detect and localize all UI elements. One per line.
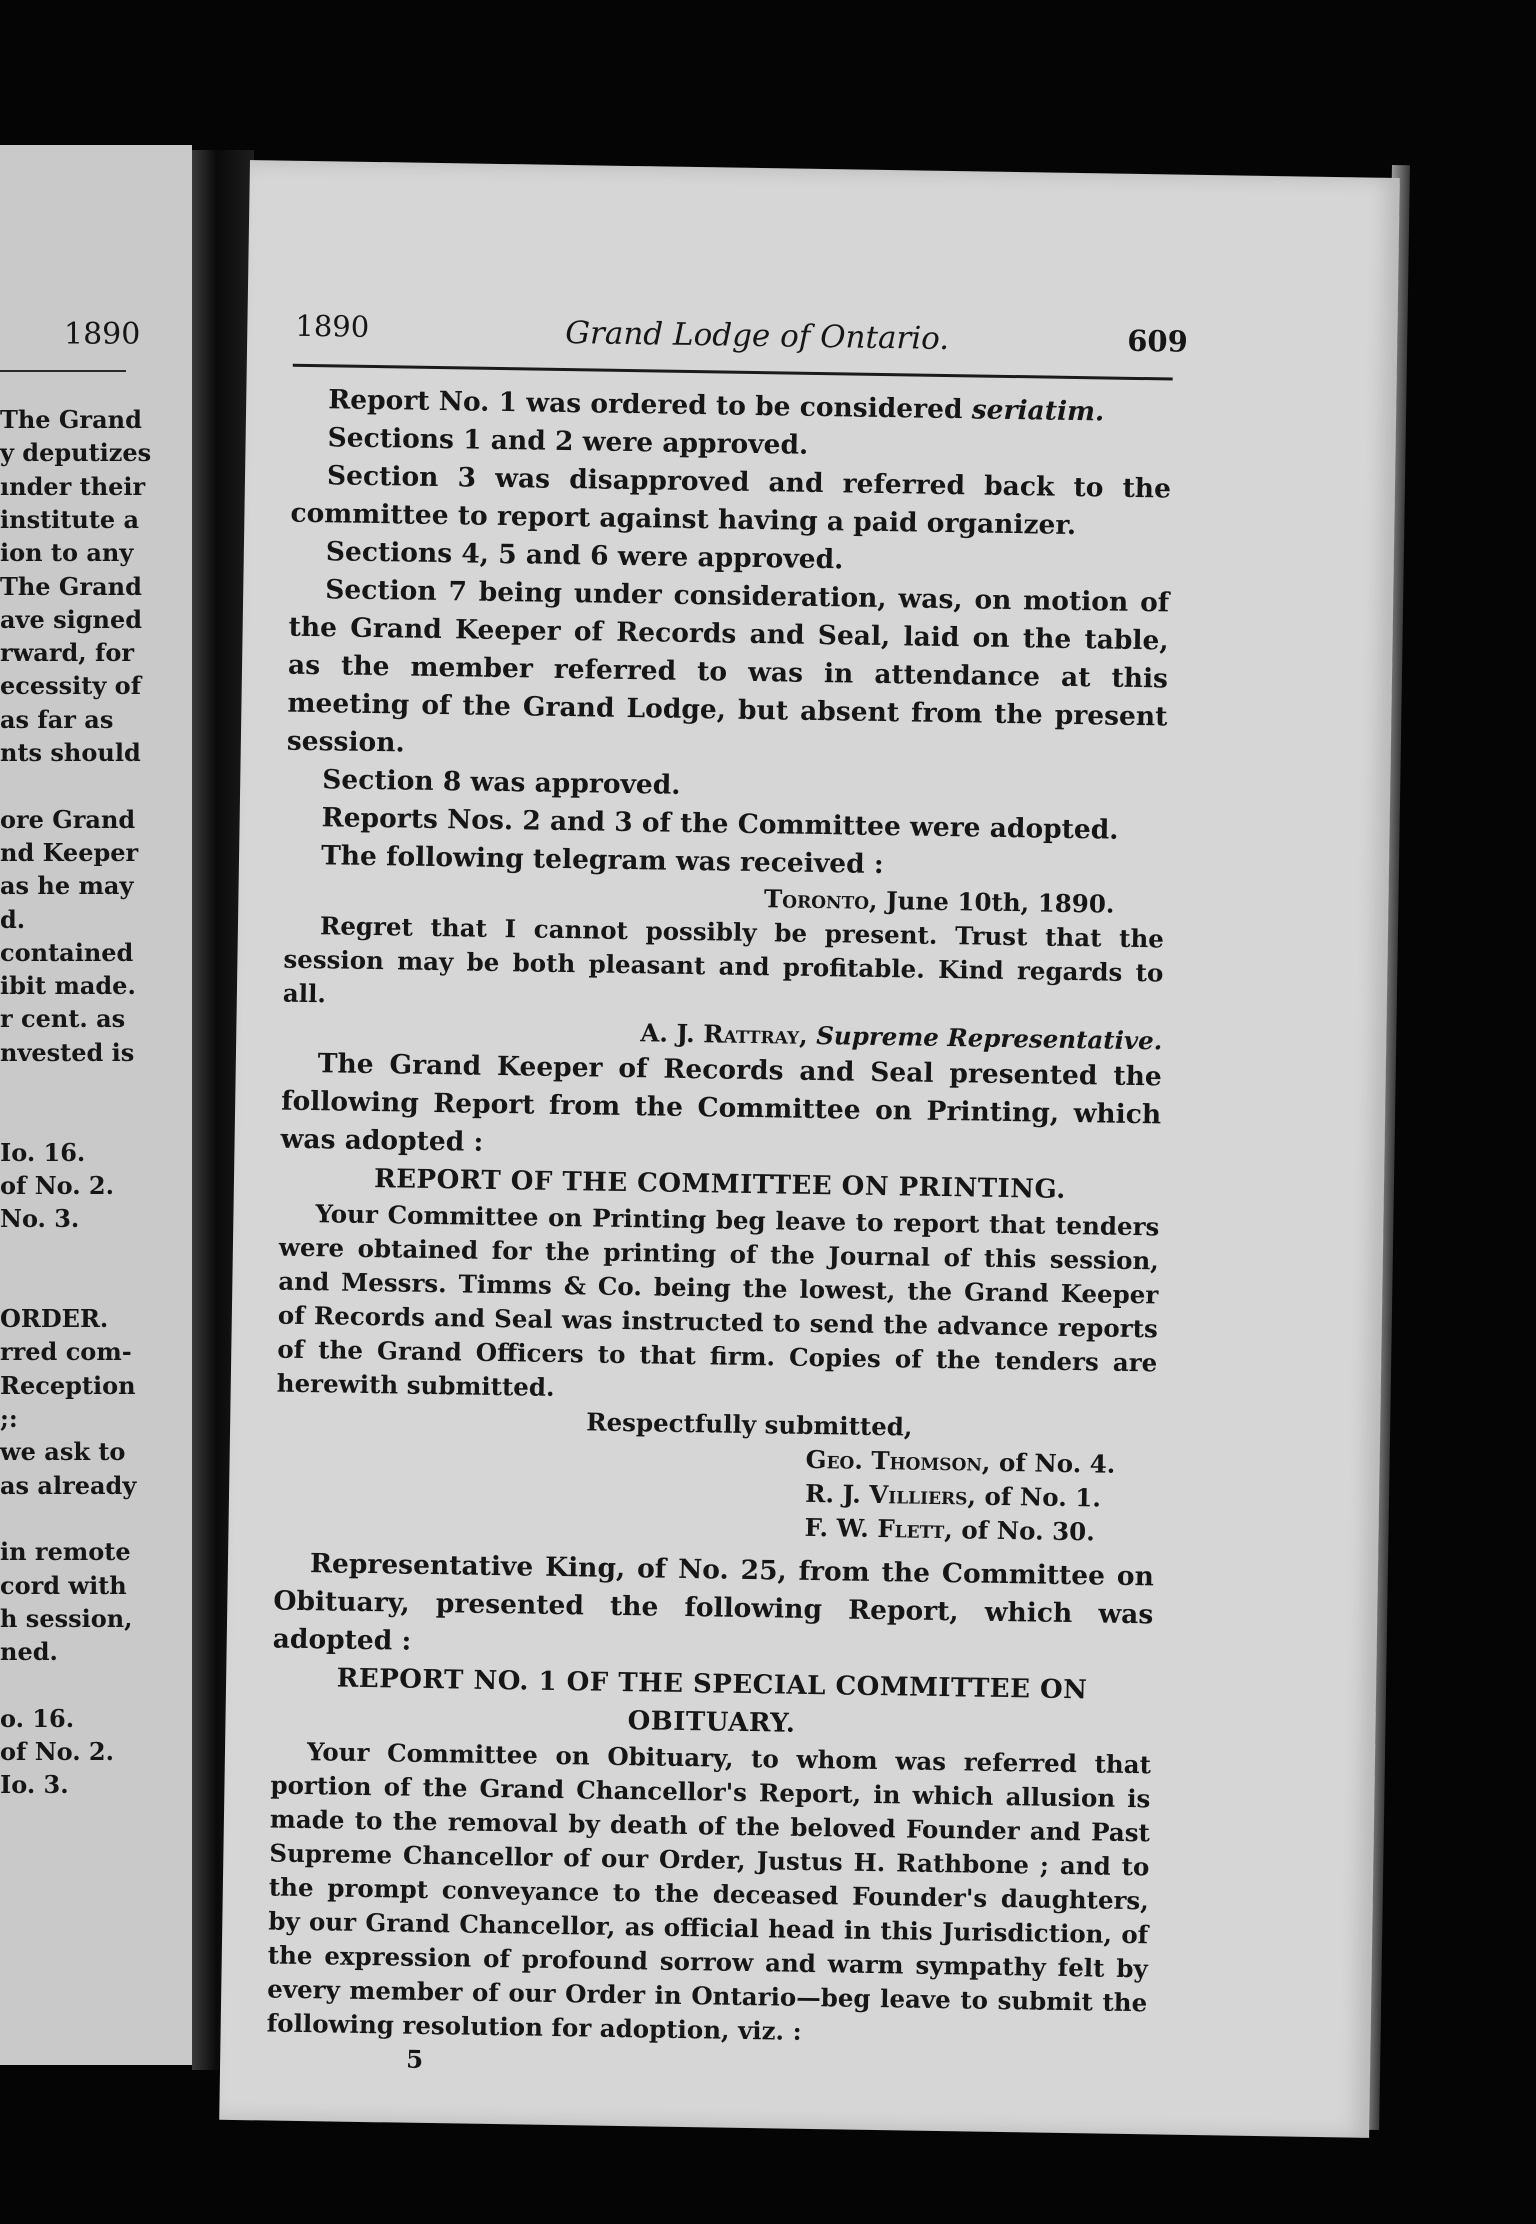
left-page-line: in remote xyxy=(0,1537,131,1567)
left-page-line: y deputizes xyxy=(0,438,152,468)
signatory-name: R. J. Villiers, xyxy=(804,1478,977,1511)
signatory-lodge: of No. 1. xyxy=(975,1481,1102,1513)
left-page-line: ecessity of xyxy=(0,671,142,701)
left-page-line: r cent. as xyxy=(0,1004,126,1034)
paragraph: Sections 4, 5 and 6 were approved. xyxy=(325,536,844,576)
left-page-line: nd Keeper xyxy=(0,837,139,867)
left-page-line: institute a xyxy=(0,504,140,534)
left-page-line: Io. 3. xyxy=(0,1770,69,1800)
signature-mark: 5 xyxy=(405,2044,424,2074)
paragraph: Section 7 being under consideration, was, on motion of the Grand Keeper of Records and Seal, laid on the table, as the member referred to was in attendance at this meeting of the Grand Lodge, but absent from the present session. xyxy=(286,574,1170,759)
left-page-line: o. 16. xyxy=(0,1703,75,1733)
left-page-line: The Grand xyxy=(0,571,142,601)
paragraph: Reports Nos. 2 and 3 of the Committee were adopted. xyxy=(321,802,1119,846)
left-page-line: of No. 2. xyxy=(0,1170,114,1200)
left-page-year: 1890 xyxy=(64,317,141,352)
page-body xyxy=(266,381,1172,2089)
telegram-date: June 10th, 1890. xyxy=(877,885,1115,919)
text: Report No. 1 was ordered to be considered xyxy=(328,384,973,426)
left-page-line: ore Grand xyxy=(0,804,136,834)
left-page-line: ibit made. xyxy=(0,971,136,1001)
left-page-line: ınder their xyxy=(0,471,146,501)
left-page-line: Reception xyxy=(0,1370,136,1400)
left-page-line: of No. 2. xyxy=(0,1737,114,1766)
page-number: 609 xyxy=(1127,323,1189,359)
left-page-line: as already xyxy=(0,1470,137,1500)
main-page xyxy=(219,160,1400,2138)
left-page-line: ave signed xyxy=(0,604,143,634)
paragraph: The Grand Keeper of Records and Seal presented the following Report from the Committee on Printing, which was adopted : xyxy=(280,1048,1162,1158)
left-page-line: cord with xyxy=(0,1570,127,1600)
telegram-signer: A. J. Rattray, xyxy=(640,1018,808,1050)
telegram-signer-title: Supreme Representative. xyxy=(807,1020,1163,1056)
left-page-line: ion to any xyxy=(0,538,134,568)
signatory-name: F. W. Flett, xyxy=(804,1512,954,1545)
report-text: Your Committee on Obituary, to whom was referred that portion of the Grand Chancellor's Report, in which allusion is made to the removal by death of the beloved Founder and Past Supreme Chancellor of our Order, Justus H. Rathbone ; and to the prompt conveyance to the deceased Founder's daughters, by our Grand Chancellor, as official head in this Jurisdiction, of the expression of profound sorrow and warm sympathy felt by every member of our Order in Ontario—beg leave to submit the following resolution for adoption, viz. : xyxy=(266,1737,1152,2046)
previous-page-strip xyxy=(0,145,192,2065)
left-page-line: No. 3. xyxy=(0,1204,80,1234)
left-page-line: Io. 16. xyxy=(0,1137,86,1167)
left-page-line: rward, for xyxy=(0,638,134,668)
header-rule xyxy=(293,364,1173,381)
left-page-line: we ask to xyxy=(0,1437,126,1467)
paragraph: Section 8 was approved. xyxy=(322,764,681,801)
telegram-body: Regret that I cannot possibly be present. Trust that the session may be both pleasant and profitable. Kind regards to all. xyxy=(282,911,1165,1009)
respectfully-submitted: Respectfully submitted, xyxy=(585,1407,913,1442)
telegram-place: Toronto, xyxy=(763,884,878,915)
left-page-line: as far as xyxy=(0,704,114,734)
paragraph: Representative King, of No. 25, from the Committee on Obituary, presented the following Report, which was adopted : xyxy=(272,1548,1155,1657)
section-heading: REPORT NO. 1 OF THE SPECIAL COMMITTEE ON OBITUARY. xyxy=(336,1663,1088,1739)
left-page-rule xyxy=(0,370,126,372)
left-page-line: h session, xyxy=(0,1603,133,1633)
section-heading: REPORT OF THE COMMITTEE ON PRINTING. xyxy=(373,1164,1067,1205)
left-page-line: nvested is xyxy=(0,1037,135,1067)
left-page-line: ned. xyxy=(0,1637,58,1667)
left-page-line: d. xyxy=(0,904,26,934)
left-page-line: contained xyxy=(0,937,134,967)
left-page-line: The Grand xyxy=(0,405,142,434)
signatory-lodge: of No. 4. xyxy=(990,1447,1116,1479)
left-page-line: rred com- xyxy=(0,1337,132,1367)
left-page-line: ;: xyxy=(0,1404,18,1433)
italic-text: seriatim. xyxy=(971,394,1105,428)
signatory-lodge: of No. 30. xyxy=(952,1515,1096,1547)
signatory-name: Geo. Thomson, xyxy=(805,1444,991,1477)
paragraph: Sections 1 and 2 were approved. xyxy=(327,422,809,461)
report-text: Your Committee on Printing beg leave to report that tenders were obtained for the printing of the Journal of this session, and Messrs. Timms & Co. being the lowest, the Grand Keeper of Records and Seal was instructed to send the advance reports of the Grand Officers to that firm. Copies of the tenders are herewith submitted. xyxy=(276,1199,1160,1402)
left-page-line: as he may xyxy=(0,871,134,901)
running-title: Grand Lodge of Ontario. xyxy=(565,314,950,358)
paragraph: Section 3 was disapproved and referred back to the committee to report against having a paid organizer. xyxy=(290,460,1172,542)
header-year: 1890 xyxy=(295,308,370,344)
left-page-line: nts should xyxy=(0,738,141,767)
paragraph: The following telegram was received : xyxy=(320,840,884,881)
left-page-line: ORDER. xyxy=(0,1304,109,1334)
